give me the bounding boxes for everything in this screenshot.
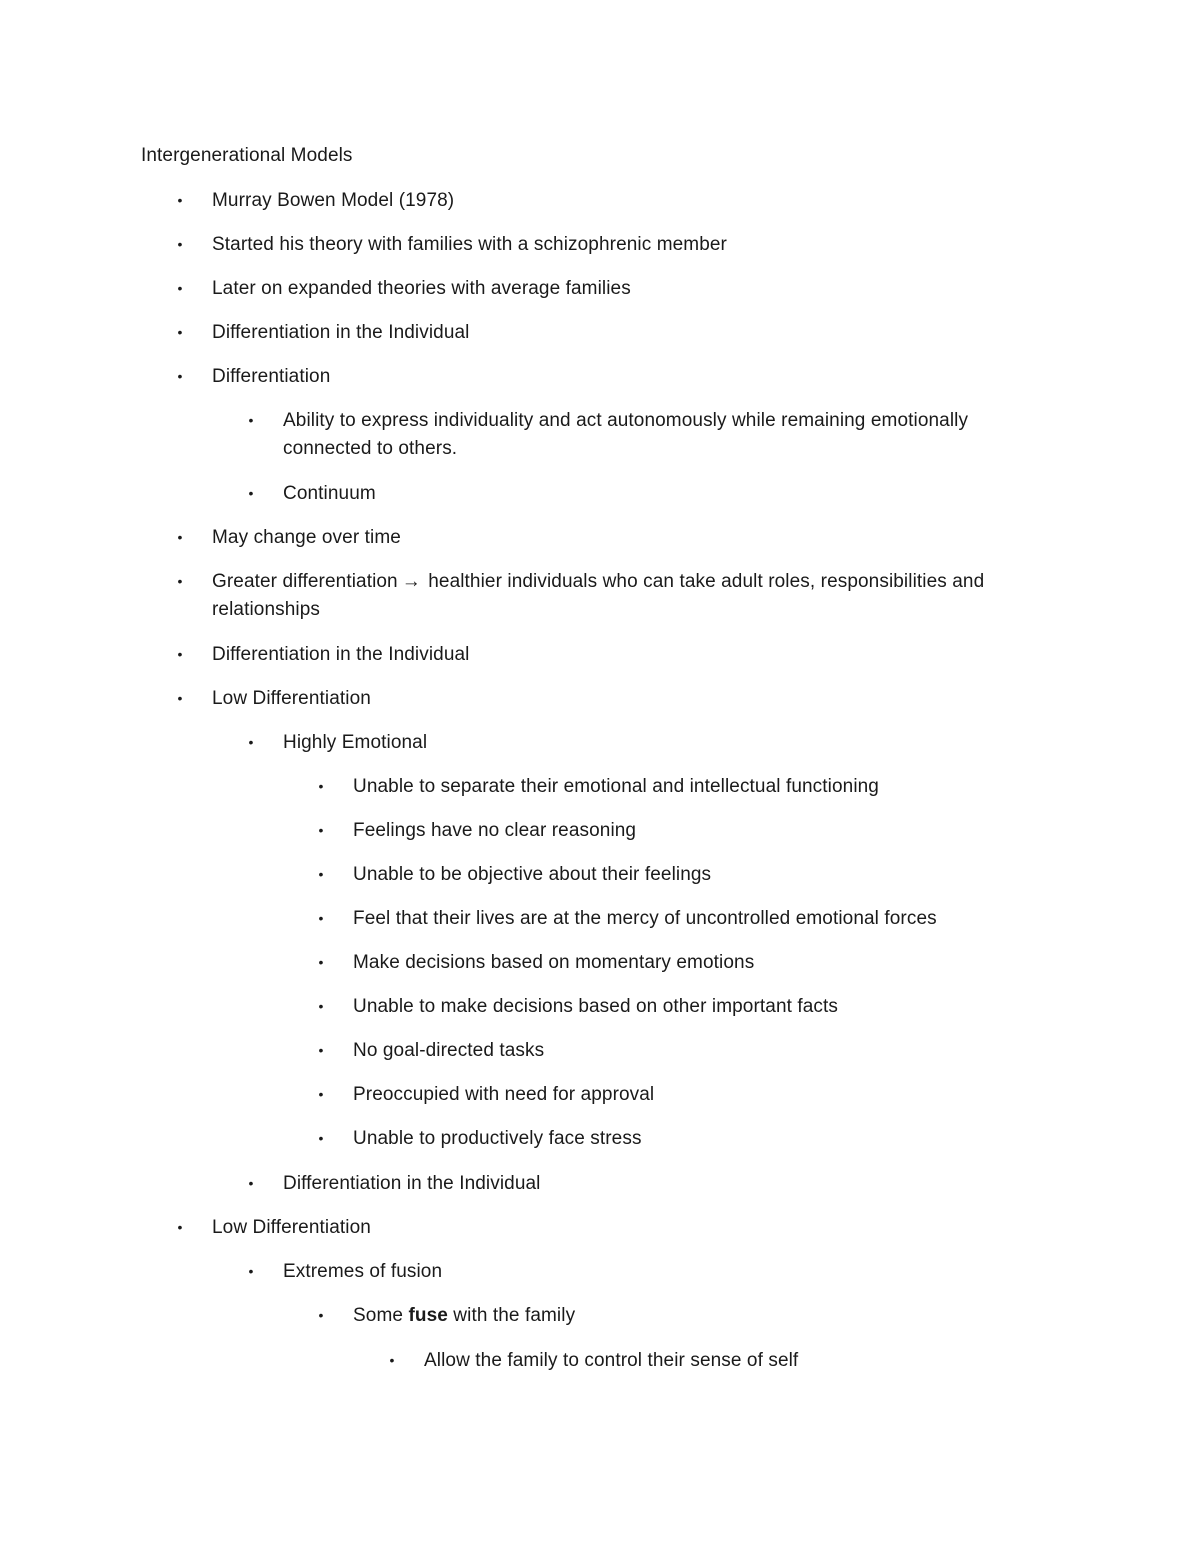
bullet-icon: • <box>177 324 183 340</box>
list-item-text: Ability to express individuality and act autonomously while remaining emotionally connected to others. <box>283 410 969 459</box>
list-item <box>318 1125 1043 1153</box>
list-item <box>318 861 1043 889</box>
bullet-icon: • <box>318 778 324 794</box>
list-item-text: Allow the family to control their sense of self <box>424 1350 799 1371</box>
list-item <box>177 231 1042 259</box>
bullet-icon: • <box>248 734 254 750</box>
bullet-icon: • <box>318 998 324 1014</box>
bullet-icon: • <box>177 280 183 296</box>
bullet-icon: • <box>177 368 183 384</box>
list-item-text: Unable to be objective about their feelings <box>353 864 712 885</box>
bullet-icon: • <box>318 1086 324 1102</box>
list-item <box>318 905 1043 933</box>
list-item <box>177 187 1042 215</box>
bullet-icon: • <box>318 954 324 970</box>
list-item-text <box>353 1302 1043 1330</box>
list-item <box>177 319 1042 347</box>
list-item-text: Preoccupied with need for approval <box>353 1084 655 1105</box>
list-item <box>177 641 1042 669</box>
bullet-icon: • <box>318 822 324 838</box>
list-item-text: Make decisions based on momentary emotions <box>353 952 755 973</box>
bullet-icon: • <box>318 910 324 926</box>
list-item <box>318 1302 1043 1330</box>
list-item <box>177 685 1042 713</box>
bullet-icon: • <box>177 1219 183 1235</box>
list-item <box>318 993 1043 1021</box>
list-item <box>318 817 1043 845</box>
list-item-text: No goal-directed tasks <box>353 1040 545 1061</box>
list-item <box>177 275 1042 303</box>
list-item-text: Extremes of fusion <box>283 1261 443 1282</box>
bullet-icon: • <box>389 1352 395 1368</box>
bullet-icon: • <box>248 412 254 428</box>
document-title: Intergenerational Models <box>141 145 353 166</box>
list-item <box>389 1347 1044 1375</box>
bullet-icon: • <box>248 1175 254 1191</box>
bullet-icon: • <box>177 192 183 208</box>
list-item-text-after: healthier individuals who can take adult roles, responsibilities and relationships <box>212 571 985 620</box>
list-item <box>177 524 1042 552</box>
list-item-text: Later on expanded theories with average families <box>212 278 631 299</box>
list-item-text: Started his theory with families with a schizophrenic member <box>212 234 727 255</box>
list-item-text: Differentiation <box>212 366 331 387</box>
list-item-text: Low Differentiation <box>212 688 371 709</box>
list-item <box>177 1214 1042 1242</box>
bullet-icon: • <box>177 690 183 706</box>
bullet-icon: • <box>318 1042 324 1058</box>
bullet-icon: • <box>177 529 183 545</box>
list-item-text: May change over time <box>212 527 401 548</box>
list-item-text: Differentiation in the Individual <box>212 322 470 343</box>
list-item <box>248 407 1043 463</box>
list-item <box>318 1081 1043 1109</box>
bullet-icon: • <box>177 573 183 589</box>
list-item-text: Unable to make decisions based on other important facts <box>353 996 838 1017</box>
list-item-text-after: with the family <box>453 1305 576 1326</box>
list-item-text: Feel that their lives are at the mercy of uncontrolled emotional forces <box>353 908 937 929</box>
list-item-text: Continuum <box>283 483 376 504</box>
bullet-icon: • <box>318 866 324 882</box>
list-item-text: Differentiation in the Individual <box>212 644 470 665</box>
list-item <box>248 1170 1043 1198</box>
list-item <box>248 480 1043 508</box>
list-item <box>177 363 1042 391</box>
list-item <box>318 773 1043 801</box>
list-item <box>177 568 1042 624</box>
right-arrow-icon: → <box>401 571 421 592</box>
list-item-text: Differentiation in the Individual <box>283 1173 541 1194</box>
list-item-text: Low Differentiation <box>212 1217 371 1238</box>
list-item <box>318 1037 1043 1065</box>
list-item <box>318 949 1043 977</box>
list-item-text: Unable to separate their emotional and intellectual functioning <box>353 776 879 797</box>
list-item-text-before: Greater differentiation <box>212 571 398 592</box>
list-item-text: Feelings have no clear reasoning <box>353 820 637 841</box>
bullet-icon: • <box>248 485 254 501</box>
list-item <box>248 1258 1043 1286</box>
bullet-icon: • <box>248 1263 254 1279</box>
list-item <box>248 729 1043 757</box>
list-item-text-before: Some <box>353 1305 404 1326</box>
bullet-icon: • <box>318 1307 324 1323</box>
bullet-icon: • <box>177 236 183 252</box>
list-item-bold-text: fuse <box>408 1305 448 1326</box>
bullet-icon: • <box>177 646 183 662</box>
list-item-text: Highly Emotional <box>283 732 428 753</box>
list-item-text: Murray Bowen Model (1978) <box>212 190 455 211</box>
list-item-text: Unable to productively face stress <box>353 1128 642 1149</box>
bullet-icon: • <box>318 1130 324 1146</box>
list-item-text <box>212 568 1042 624</box>
